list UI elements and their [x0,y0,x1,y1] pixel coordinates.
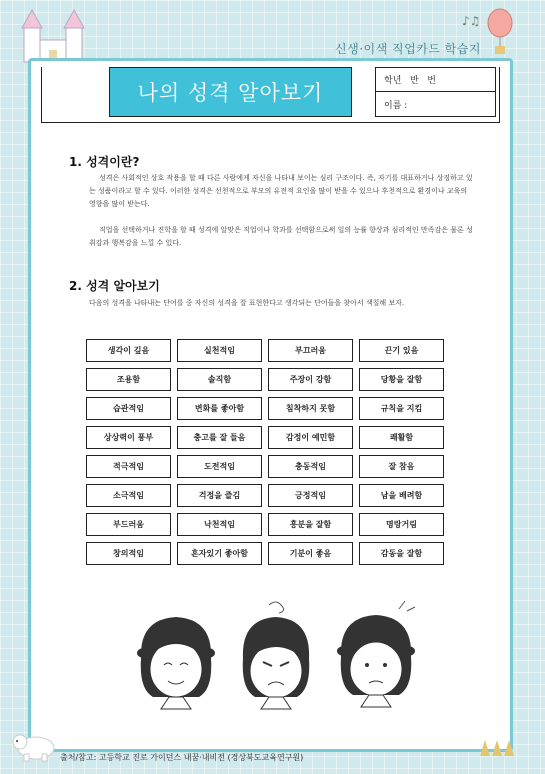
personality-word[interactable]: 걱정을 즐김 [177,484,262,507]
personality-word[interactable]: 적극적임 [86,455,171,478]
personality-word[interactable]: 도전적임 [177,455,262,478]
personality-word[interactable]: 부끄러움 [268,339,353,362]
personality-word[interactable]: 침착하지 못함 [268,397,353,420]
personality-word[interactable]: 주장이 강함 [268,368,353,391]
name-label: 이름 : [384,100,408,111]
student-info-table [375,67,496,117]
personality-word[interactable]: 상상력이 풍부 [86,426,171,449]
personality-word[interactable]: 낙천적임 [177,513,262,536]
personality-word[interactable]: 감정이 예민함 [268,426,353,449]
grade-class-label: 학년 반 번 [384,76,436,86]
personality-word[interactable]: 창의적임 [86,542,171,565]
faces-illustration [121,599,431,739]
personality-word[interactable]: 명랑거림 [359,513,444,536]
source-footer: 출처/참고: 고등학교 진로 가이던스 내꿈·내비전 (경상북도교육연구원) [60,753,304,762]
grade-class-row[interactable] [376,68,495,92]
castle-icon [18,4,90,64]
section1-paragraph-1: 성격은 사회적인 상호 작용을 할 때 다른 사람에게 자신을 나타내 보이는 심리 구조이다. 즉, 자기를 대표하거나 상징하고 있는 성품이라고 할 수 있다. 이러한 성격은 선천적으로 부모의 유전적 요인을 많이 받을 수 있으나 후천적으로 환경이나 교육의 영향을 많이 받는다. [89,174,473,208]
personality-word[interactable]: 잘 참음 [359,455,444,478]
page-title [109,67,352,117]
personality-word[interactable]: 혼자있기 좋아함 [177,542,262,565]
personality-word[interactable]: 규칙을 지킴 [359,397,444,420]
angry-face-icon [243,602,310,709]
personality-word[interactable]: 습관적임 [86,397,171,420]
personality-word[interactable]: 실천적임 [177,339,262,362]
trees-icon [478,736,518,758]
worried-face-icon [337,601,415,707]
personality-word[interactable]: 변화를 좋아함 [177,397,262,420]
section2-instruction: 다음의 성격을 나타내는 단어를 중 자신의 성격을 잘 표현한다고 생각되는 단어들을 찾아서 색칠해 보자. [89,299,405,307]
worksheet-subtitle: 신생·이색 직업카드 학습지 [335,42,481,56]
personality-word[interactable]: 당황을 잘함 [359,368,444,391]
personality-word[interactable]: 긍정적임 [268,484,353,507]
polar-bear-icon [12,728,56,762]
section-heading: 2. 성격 알아보기 [69,279,160,293]
section1-paragraph-2: 직업을 선택하거나 진학을 할 때 성격에 알맞은 직업이나 학과를 선택함으로써 일의 능률 향상과 심리적인 만족감은 물론 성취감과 행복감을 느낄 수 있다. [89,226,473,247]
music-notes-icon: ♪♫ [462,14,481,28]
personality-word[interactable]: 쾌활함 [359,426,444,449]
personality-word[interactable]: 끈기 있음 [359,339,444,362]
personality-word[interactable]: 솔직함 [177,368,262,391]
personality-word[interactable]: 부드러움 [86,513,171,536]
balloon-icon [486,8,514,58]
personality-word[interactable]: 기분이 좋음 [268,542,353,565]
personality-word[interactable]: 생각이 깊음 [86,339,171,362]
personality-word[interactable]: 충고를 잘 들음 [177,426,262,449]
personality-word[interactable]: 조용함 [86,368,171,391]
personality-word[interactable]: 충동적임 [268,455,353,478]
personality-word[interactable]: 남을 배려함 [359,484,444,507]
worksheet-frame [28,58,513,752]
name-row[interactable] [376,92,495,116]
personality-word-grid [86,339,444,565]
personality-word[interactable]: 흥분을 잘함 [268,513,353,536]
section-heading: 1. 성격이란? [69,155,140,169]
smiling-face-icon [137,617,215,709]
personality-word[interactable]: 소극적임 [86,484,171,507]
personality-word[interactable]: 감동을 잘함 [359,542,444,565]
page-title-text: 나의 성격 알아보기 [137,81,324,105]
